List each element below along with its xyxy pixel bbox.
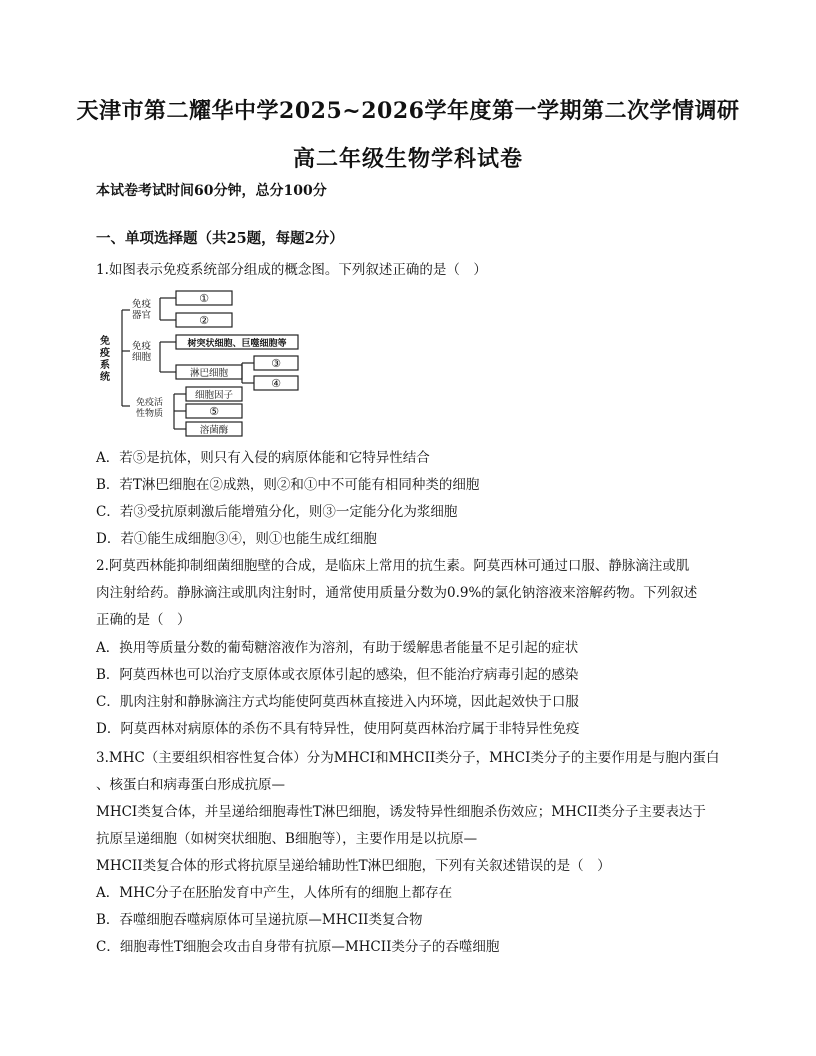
question-1-option-c: C．若③受抗原刺激后能增殖分化，则③一定能分化为浆细胞 <box>96 504 458 520</box>
question-3-stem-line-3: MHCI类复合体，并呈递给细胞毒性T淋巴细胞，诱发特异性细胞杀伤效应；MHCII类分子主要表达于 <box>96 804 706 820</box>
question-1-option-b: B．若T淋巴细胞在②成熟，则②和①中不可能有相同种类的细胞 <box>96 477 480 493</box>
question-1-option-a: A．若⑤是抗体，则只有入侵的病原体能和它特异性结合 <box>96 450 430 466</box>
diagram-root-line1: 免 <box>100 336 110 347</box>
question-2-stem-line-2: 肉注射给药。静脉滴注或肌肉注射时，通常使用质量分数为0.9%的氯化钠溶液来溶解药物。下列叙述 <box>96 585 698 601</box>
diagram-box-5: ⑤ <box>209 405 219 418</box>
exam-title: 天津市第二耀华中学2025~2026学年度第一学期第二次学情调研 <box>76 98 740 124</box>
section-heading: 一、单项选择题（共25题，每题2分） <box>96 230 344 247</box>
question-2-stem-line-3: 正确的是（ ） <box>96 612 191 628</box>
question-2-stem-line-1: 2.阿莫西林能抑制细菌细胞壁的合成，是临床上常用的抗生素。阿莫西林可通过口服、静脉滴注或肌 <box>96 558 690 574</box>
immune-system-concept-diagram <box>96 288 306 440</box>
question-3-stem-line-5: MHCII类复合体的形式将抗原呈递给辅助性T淋巴细胞，下列有关叙述错误的是（ ） <box>96 858 611 874</box>
diagram-group1-label: 免疫 器官 <box>132 299 152 321</box>
question-1-stem: 1.如图表示免疫系统部分组成的概念图。下列叙述正确的是（ ） <box>96 262 487 278</box>
diagram-group3-label: 免疫活 性物质 <box>136 398 164 419</box>
question-2-option-b: B．阿莫西林也可以治疗支原体或衣原体引起的感染，但不能治疗病毒引起的感染 <box>96 667 579 683</box>
diagram-box-4: ④ <box>271 377 281 390</box>
diagram-root-line4: 统 <box>100 372 110 383</box>
exam-subtitle: 高二年级生物学科试卷 <box>292 146 523 172</box>
question-2-option-a: A．换用等质量分数的葡萄糖溶液作为溶剂，有助于缓解患者能量不足引起的症状 <box>96 640 579 656</box>
question-2-option-c: C．肌肉注射和静脉滴注方式均能使阿莫西林直接进入内环境，因此起效快于口服 <box>96 694 579 710</box>
question-3-option-c: C．细胞毒性T细胞会攻击自身带有抗原—MHCII类分子的吞噬细胞 <box>96 939 500 955</box>
question-2-option-d: D．阿莫西林对病原体的杀伤不具有特异性，使用阿莫西林治疗属于非特异性免疫 <box>96 721 580 737</box>
question-3-option-b: B．吞噬细胞吞噬病原体可呈递抗原—MHCII类复合物 <box>96 912 423 928</box>
exam-info: 本试卷考试时间60分钟，总分100分 <box>96 183 327 199</box>
diagram-group2-label: 免疫 细胞 <box>132 341 152 363</box>
question-3-stem-line-2: 、核蛋白和病毒蛋白形成抗原— <box>96 777 285 793</box>
diagram-root-line3: 系 <box>100 360 110 371</box>
diagram-box-lysozyme: 溶菌酶 <box>199 425 229 436</box>
diagram-box-cytokine: 细胞因子 <box>194 390 234 401</box>
question-3-stem-line-1: 3.MHC（主要组织相容性复合体）分为MHCI和MHCII类分子，MHCI类分子的主要作用是与胞内蛋白 <box>96 750 720 766</box>
diagram-box-2: ② <box>199 314 209 327</box>
question-3-option-a: A．MHC分子在胚胎发育中产生，人体所有的细胞上都存在 <box>96 885 453 901</box>
question-1-option-d: D．若①能生成细胞③④，则①也能生成红细胞 <box>96 531 377 547</box>
diagram-box-3: ③ <box>271 357 281 370</box>
question-3-stem-line-4: 抗原呈递细胞（如树突状细胞、B细胞等），主要作用是以抗原— <box>96 831 478 847</box>
diagram-box-lymphocyte: 淋巴细胞 <box>189 368 229 379</box>
diagram-box-1: ① <box>199 292 209 305</box>
diagram-root-line2: 疫 <box>100 348 110 359</box>
diagram-box-dendritic: 树突状细胞、巨噬细胞等 <box>187 339 287 349</box>
diagram-root-label <box>99 334 113 383</box>
